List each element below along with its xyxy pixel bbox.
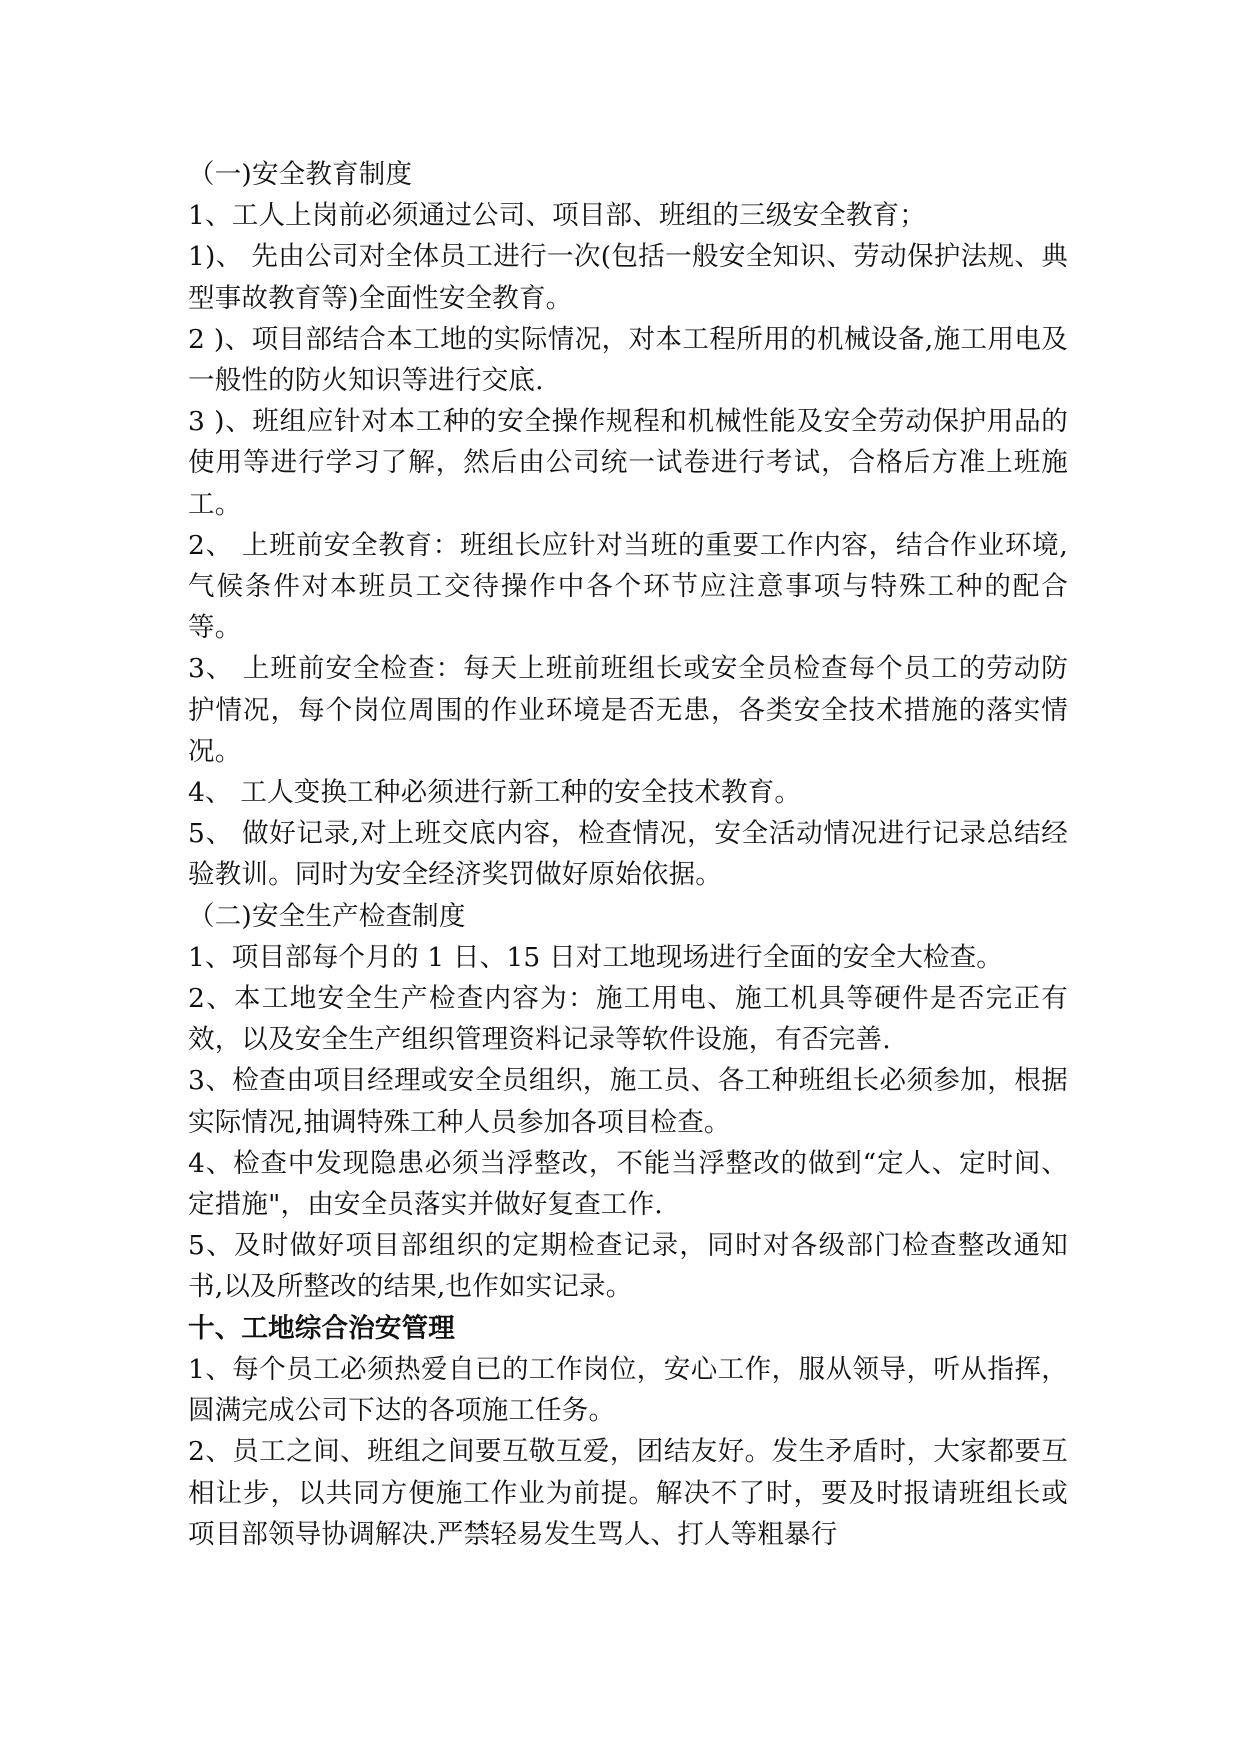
paragraph: 3、检查由项目经理或安全员组织，施工员、各工种班组长必须参加，根据实际情况,抽调特殊工种人员参加各项目检查。 bbox=[188, 1065, 1068, 1138]
paragraph: 1、项目部每个月的 1 日、15 日对工地现场进行全面的安全大检查。 bbox=[188, 941, 1004, 973]
paragraph: 2 )、项目部结合本工地的实际情况，对本工程所用的机械设备,施工用电及一般性的防火知识等进行交底. bbox=[188, 323, 1068, 397]
section-heading: 十、工地综合治安管理 bbox=[188, 1312, 455, 1344]
paragraph: （一)安全教育制度 bbox=[188, 159, 413, 190]
paragraph: 1)、 先由公司对全体员工进行一次(包括一般安全知识、劳动保护法规、典型事故教育等)全面性安全教育。 bbox=[188, 241, 1068, 314]
paragraph: 1、每个员工必须热爱自已的工作岗位，安心工作，服从领导，听从指挥，圆满完成公司下达的各项施工任务。 bbox=[188, 1353, 1068, 1427]
paragraph: （二)安全生产检查制度 bbox=[188, 900, 466, 932]
paragraph: 3、 上班前安全检查：每天上班前班组长或安全员检查每个员工的劳动防护情况，每个岗位周围的作业环境是否无患，各类安全技术措施的落实情况。 bbox=[188, 653, 1068, 767]
paragraph: 5、及时做好项目部组织的定期检查记录，同时对各级部门检查整改通知书,以及所整改的结果,也作如实记录。 bbox=[188, 1230, 1068, 1303]
paragraph: 5、 做好记录,对上班交底内容，检查情况，安全活动情况进行记录总结经验教训。同时为安全经济奖罚做好原始依据。 bbox=[188, 818, 1068, 891]
paragraph: 4、 工人变换工种必须进行新工种的安全技术教育。 bbox=[188, 777, 802, 809]
paragraph: 2、本工地安全生产检查内容为：施工用电、施工机具等硬件是否完正有效，以及安全生产组织管理资料记录等软件设施，有否完善. bbox=[188, 983, 1068, 1056]
paragraph: 3 )、班组应针对本工种的安全操作规程和机械性能及安全劳动保护用品的使用等进行学习了解，然后由公司统一试卷进行考试，合格后方准上班施工。 bbox=[188, 406, 1068, 520]
paragraph: 2、 上班前安全教育：班组长应针对当班的重要工作内容，结合作业环境,气候条件对本班员工交待操作中各个环节应注意事项与特殊工种的配合等。 bbox=[188, 529, 1068, 644]
paragraph: 1、工人上岗前必须通过公司、项目部、班组的三级安全教育； bbox=[188, 200, 926, 232]
paragraph: 2、员工之间、班组之间要互敬互爱，团结友好。发生矛盾时，大家都要互相让步，以共同方便施工作业为前提。解决不了时，要及时报请班组长或项目部领导协调解决.严禁轻易发生骂人、打人等粗暴行 bbox=[188, 1436, 1068, 1550]
document-body bbox=[188, 154, 1068, 1555]
paragraph: 4、检查中发现隐患必须当浮整改，不能当浮整改的做到“定人、定时间、 定措施"，由安全员落实并做好复查工作. bbox=[188, 1147, 1068, 1221]
